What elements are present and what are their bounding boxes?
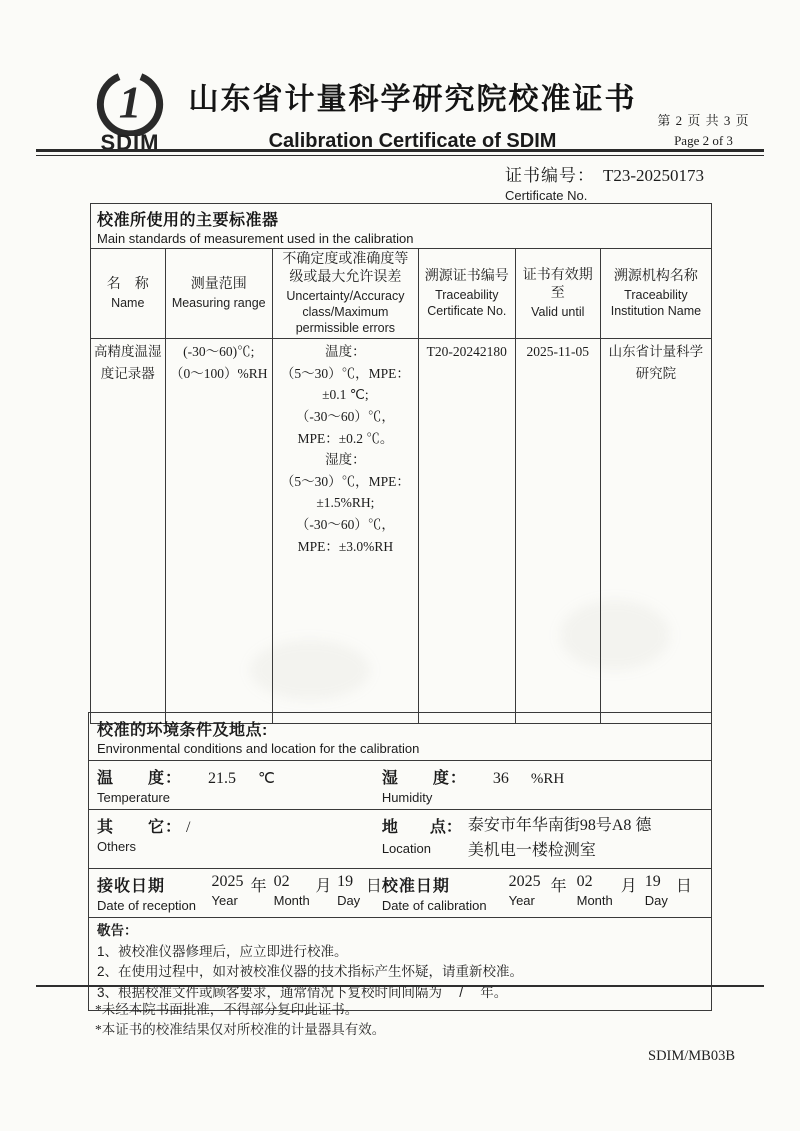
- form-code: SDIM/MB03B: [648, 1048, 736, 1064]
- calibration-month: 02: [576, 872, 593, 890]
- env-title-en: Environmental conditions and location for the calibration: [97, 741, 420, 756]
- certificate-number: [505, 161, 704, 203]
- page-info: [641, 72, 766, 156]
- mpe-line: MPE：±3.0%RH: [297, 538, 394, 554]
- day-unit-zh: 日: [675, 877, 692, 895]
- calibration-label-zh: 校准日期: [381, 877, 450, 895]
- col-trace-no: [418, 249, 515, 339]
- reception-label-zh: 接收日期: [97, 877, 166, 895]
- footnote: *未经本院书面批准，不得部分复印此证书。: [95, 1002, 359, 1017]
- col-valid-until: [515, 249, 600, 339]
- standards-title-cell: [91, 204, 712, 249]
- col-uncertainty-en: Uncertainty/Accuracy class/Maximum permissible errors: [286, 289, 405, 335]
- mpe-line: （5～30）℃，MPE：: [280, 365, 410, 381]
- others-label-en: Others: [97, 839, 137, 854]
- col-range-en: Measuring range: [171, 295, 266, 310]
- title-block: [184, 72, 641, 156]
- cell-valid-until: 2025-11-05: [515, 339, 600, 724]
- temperature-label-zh: 温 度：: [97, 770, 183, 787]
- standards-header-row: [91, 249, 712, 339]
- env-title-zh: 校准的环境条件及地点:: [97, 722, 268, 739]
- col-institution: [600, 249, 711, 339]
- notice-item: 1、被校准仪器修理后，应立即进行校准。: [97, 943, 348, 959]
- title-en: Calibration Certificate of SDIM: [268, 130, 557, 152]
- calibration-date-field: [382, 873, 703, 913]
- reception-label-en: Date of reception: [97, 897, 197, 913]
- col-valid-until-zh: 证书有效期至: [522, 267, 593, 301]
- year-unit-zh: 年: [550, 877, 567, 895]
- location-value: [468, 814, 652, 864]
- mpe-line: MPE：±0.2 ℃。: [297, 430, 394, 446]
- env-title-row: [89, 713, 711, 760]
- mpe-line: （-30～60）℃，: [295, 517, 395, 532]
- logo-text: SDIM: [100, 130, 160, 155]
- year-label-en: Year: [211, 892, 238, 908]
- location-label-zh: 地 点：: [381, 819, 462, 836]
- env-dates-row: [89, 868, 711, 917]
- sdim-logo: [76, 72, 184, 156]
- temperature-unit: ℃: [258, 771, 275, 787]
- mpe-line: （-30～60）℃，: [295, 409, 395, 425]
- header-rule: [36, 149, 764, 156]
- month-unit-zh: 月: [315, 877, 332, 895]
- col-range-zh: 测量范围: [190, 276, 247, 292]
- standards-table: [90, 203, 712, 724]
- cell-trace-no: T20-20242180: [418, 339, 515, 724]
- cell-institution: 山东省计量科学研究院: [600, 339, 711, 724]
- standards-title-zh: 校准所使用的主要标准器: [97, 212, 279, 229]
- reception-year: 2025: [211, 872, 244, 890]
- col-trace-no-en: Traceability Certificate No.: [427, 288, 507, 318]
- certno-value: T23-20250173: [603, 166, 705, 185]
- humidity-label-en: Humidity: [381, 790, 433, 805]
- standards-title-en: Main standards of measurement used in the calibration: [97, 231, 414, 246]
- col-institution-zh: 溯源机构名称: [613, 268, 698, 284]
- col-trace-no-zh: 溯源证书编号: [424, 268, 509, 284]
- year-unit-zh: 年: [250, 877, 267, 895]
- reception-day: 19: [337, 872, 354, 890]
- page-info-zh: 第 2 页 共 3 页: [657, 113, 750, 128]
- standards-data-row: [91, 339, 712, 724]
- env-others-location-row: [89, 809, 711, 868]
- humidity-unit: %RH: [530, 771, 565, 787]
- day-unit-zh: 日: [365, 877, 382, 895]
- temperature-field: [97, 765, 382, 805]
- certno-label-zh: 证书编号：: [505, 166, 595, 185]
- col-uncertainty: [272, 249, 418, 339]
- svg-text:1: 1: [118, 77, 142, 128]
- mpe-line: 温度：: [325, 344, 366, 360]
- month-label-en: Month: [576, 892, 613, 908]
- others-label-zh: 其 它：: [97, 819, 183, 836]
- month-unit-zh: 月: [620, 877, 637, 895]
- humidity-value: 36: [492, 770, 509, 787]
- page-info-en: Page 2 of 3: [674, 133, 733, 148]
- cell-name: 高精度温湿度记录器: [91, 339, 166, 724]
- col-name: [91, 249, 166, 339]
- range-line: （0～100）%RH: [169, 365, 268, 381]
- col-name-en: Name: [111, 295, 145, 310]
- col-institution-en: Traceability Institution Name: [610, 288, 702, 318]
- humidity-field: [382, 765, 703, 805]
- temperature-value: 21.5: [208, 770, 237, 787]
- sdim-logo-icon: [91, 72, 169, 136]
- others-field: [97, 814, 382, 864]
- notice-title: 敬告：: [97, 922, 138, 938]
- footer-rule: [36, 985, 764, 987]
- cell-mpe: [272, 339, 418, 724]
- mpe-line: （5～30）℃，MPE：: [280, 473, 410, 489]
- notice-section: [89, 917, 711, 1011]
- notice-item: 3、根据校准文件或顾客要求，通常情况下复校时间间隔为 / 年。: [97, 985, 508, 1001]
- range-line: (-30～60)℃;: [183, 344, 255, 360]
- header: [76, 72, 766, 156]
- temperature-label-en: Temperature: [97, 790, 170, 805]
- day-label-en: Day: [644, 892, 668, 908]
- title-zh: 山东省计量科学研究院校准证书: [188, 83, 637, 116]
- humidity-label-zh: 湿 度：: [381, 770, 467, 787]
- location-value-line2: 美机电一楼检测室: [467, 841, 596, 859]
- calibration-day: 19: [644, 872, 661, 890]
- calibration-year: 2025: [508, 872, 541, 890]
- location-field: [382, 814, 703, 864]
- footnotes: [95, 1000, 385, 1039]
- calibration-label-en: Date of calibration: [381, 897, 487, 913]
- reception-month: 02: [273, 872, 290, 890]
- col-valid-until-en: Valid until: [531, 305, 585, 319]
- location-value-line1: 泰安市年华南街98号A8 德: [467, 817, 652, 834]
- mpe-line: ±0.1 ℃;: [322, 387, 369, 403]
- col-name-zh: 名 称: [106, 276, 149, 292]
- col-uncertainty-zh: 不确定度或准确度等级或最大允许误差: [282, 252, 409, 286]
- certno-label-en: Certificate No.: [505, 188, 588, 203]
- notice-item: 2、在使用过程中，如对被校准仪器的技术指标产生怀疑，请重新校准。: [97, 964, 524, 980]
- mpe-line: 湿度：: [325, 452, 366, 468]
- environment-box: [88, 712, 712, 1011]
- col-range: [165, 249, 272, 339]
- env-conditions-row: [89, 760, 711, 809]
- day-label-en: Day: [337, 892, 361, 908]
- others-value: /: [186, 819, 191, 836]
- cell-range: [165, 339, 272, 724]
- reception-date-field: [97, 873, 382, 913]
- year-label-en: Year: [508, 892, 535, 908]
- location-label-en: Location: [381, 841, 431, 856]
- month-label-en: Month: [273, 892, 310, 908]
- footnote: *本证书的校准结果仅对所校准的计量器具有效。: [95, 1021, 386, 1037]
- mpe-line: ±1.5%RH;: [316, 495, 375, 511]
